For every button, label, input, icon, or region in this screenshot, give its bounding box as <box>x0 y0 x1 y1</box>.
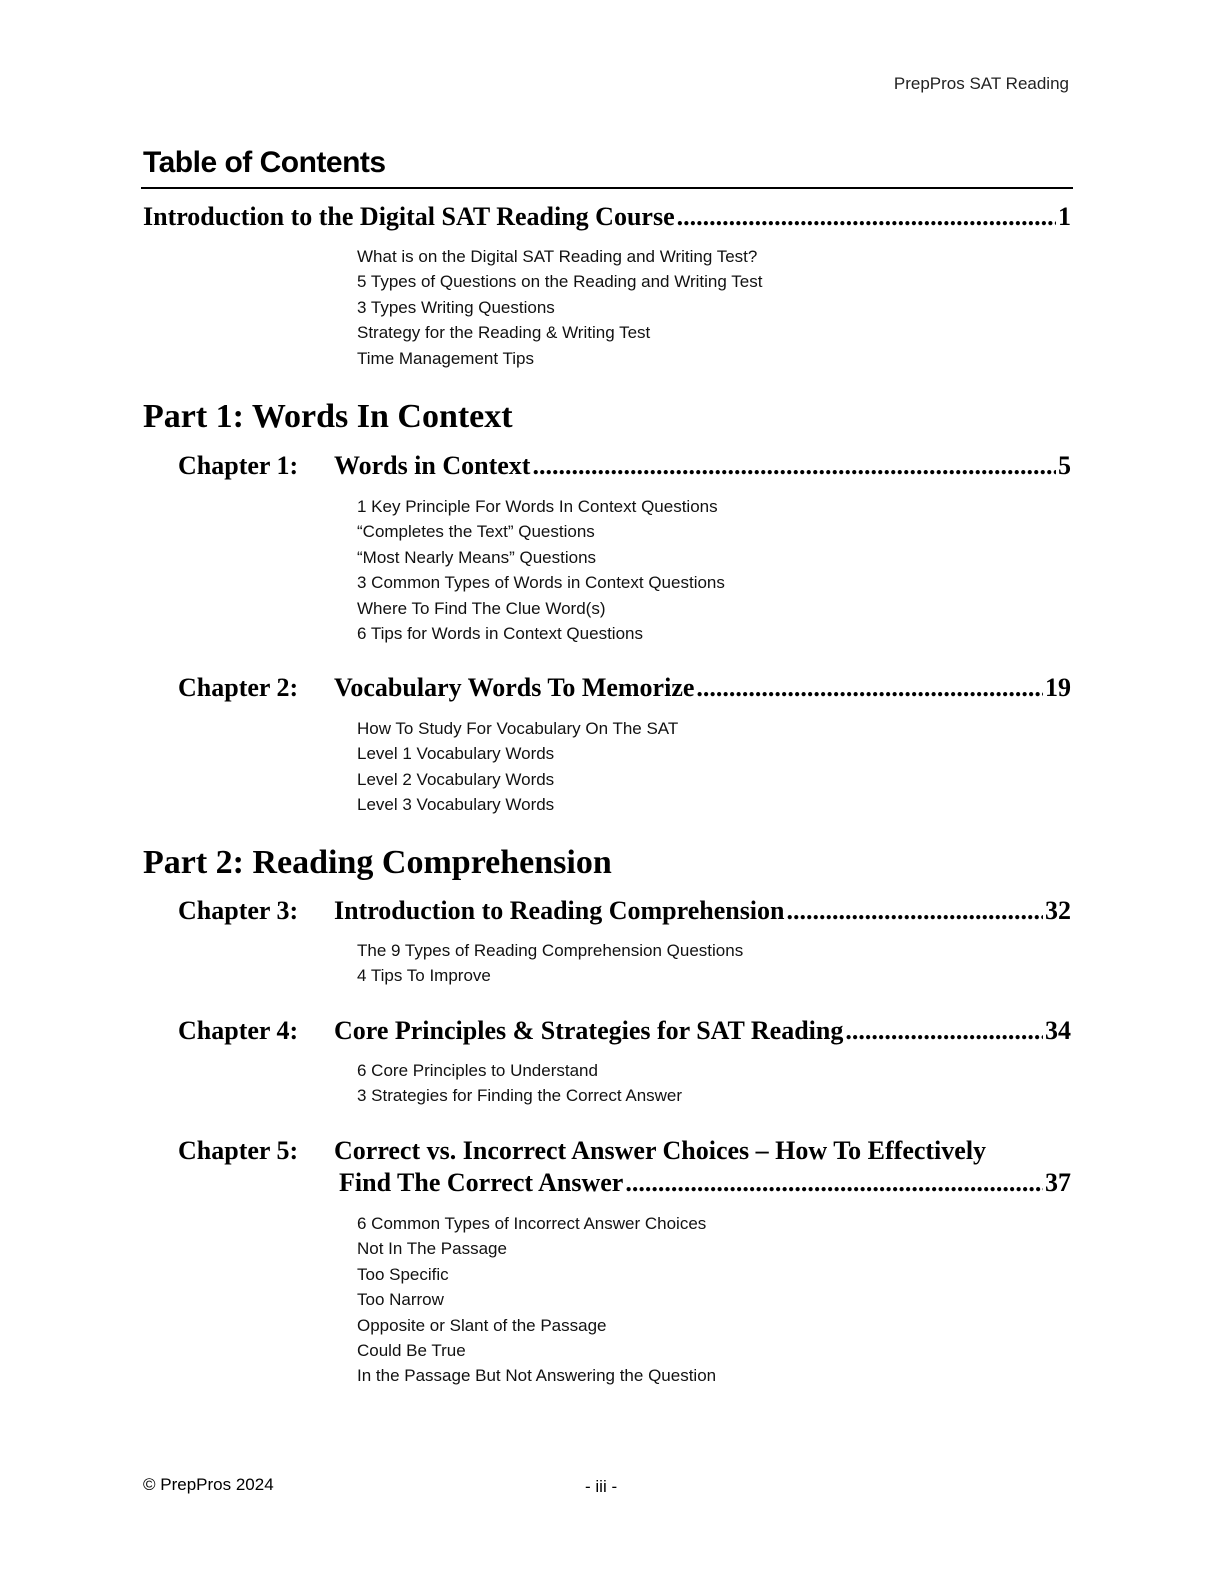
toc-entry-title: Vocabulary Words To Memorize <box>334 673 695 702</box>
toc-title: Table of Contents <box>143 146 386 179</box>
toc-entry-title: Core Principles & Strategies for SAT Reading <box>334 1016 844 1045</box>
title-divider <box>141 187 1073 189</box>
subtopic-item: The 9 Types of Reading Comprehension Questions <box>357 941 744 960</box>
subtopic-item: In the Passage But Not Answering the Question <box>357 1366 717 1386</box>
subtopic-item: 6 Core Principles to Understand <box>357 1061 598 1080</box>
subtopic-item: 6 Common Types of Incorrect Answer Choices <box>357 1214 707 1233</box>
dot-leader <box>532 451 1056 481</box>
toc-entry-chapter-3[interactable] <box>334 896 1071 926</box>
chapter-label: Chapter 4: <box>178 1016 299 1045</box>
toc-entry-page: 34 <box>1045 1016 1071 1045</box>
subtopic-item: Time Management Tips <box>357 348 534 368</box>
subtopic-item: Level 3 Vocabulary Words <box>357 795 555 815</box>
subtopic-item: Could Be True <box>357 1340 466 1360</box>
subtopic-item: Not In The Passage <box>357 1239 507 1259</box>
subtopic-item: Strategy for the Reading & Writing Test <box>357 323 651 343</box>
dot-leader <box>696 673 1043 703</box>
toc-entry-title-continued: Find The Correct Answer <box>339 1168 624 1197</box>
toc-entry-title: Words in Context <box>334 451 531 480</box>
toc-entry-page: 1 <box>1058 202 1071 231</box>
dot-leader <box>845 1016 1043 1046</box>
subtopic-item: Opposite or Slant of the Passage <box>357 1315 607 1335</box>
subtopic-item: 3 Common Types of Words in Context Questions <box>357 573 725 593</box>
subtopic-item: Level 2 Vocabulary Words <box>357 769 555 789</box>
copyright-notice: © PrepPros 2024 <box>143 1475 274 1494</box>
running-header: PrepPros SAT Reading <box>893 74 1069 93</box>
toc-entry-intro[interactable] <box>143 202 1071 232</box>
subtopic-item: Too Narrow <box>357 1290 444 1310</box>
subtopic-item: 1 Key Principle For Words In Context Questions <box>357 497 718 516</box>
intro-subtopics <box>357 244 762 371</box>
subtopic-item: 3 Strategies for Finding the Correct Answer <box>357 1086 683 1106</box>
toc-entry-title: Introduction to the Digital SAT Reading Course <box>143 202 675 231</box>
chapter-4-subtopics <box>357 1058 682 1109</box>
subtopic-item: Level 1 Vocabulary Words <box>357 744 555 764</box>
subtopic-item: “Most Nearly Means” Questions <box>357 547 597 567</box>
chapter-5-subtopics <box>357 1211 716 1389</box>
chapter-label: Chapter 5: <box>178 1136 299 1165</box>
chapter-label: Chapter 2: <box>178 673 299 702</box>
dot-leader <box>677 202 1056 232</box>
part-heading: Part 2: Reading Comprehension <box>143 844 612 881</box>
subtopic-item: Where To Find The Clue Word(s) <box>357 598 606 618</box>
subtopic-item: How To Study For Vocabulary On The SAT <box>357 719 679 738</box>
subtopic-item: 3 Types Writing Questions <box>357 297 555 317</box>
toc-entry-chapter-5-line2[interactable] <box>339 1168 1071 1198</box>
chapter-1-subtopics <box>357 494 725 646</box>
dot-leader <box>787 896 1044 926</box>
toc-entry-page: 5 <box>1058 451 1071 480</box>
toc-entry-page: 19 <box>1045 673 1071 702</box>
chapter-2-subtopics <box>357 716 678 818</box>
page-number: - iii - <box>585 1477 618 1496</box>
toc-entry-title: Correct vs. Incorrect Answer Choices – How To Effectively <box>334 1136 987 1165</box>
toc-entry-page: 37 <box>1045 1168 1071 1197</box>
toc-entry-page: 32 <box>1045 896 1071 925</box>
toc-entry-chapter-4[interactable] <box>334 1016 1071 1046</box>
toc-entry-chapter-2[interactable] <box>334 673 1071 703</box>
toc-entry-chapter-5-line1[interactable] <box>334 1136 1071 1166</box>
subtopic-item: What is on the Digital SAT Reading and Writing Test? <box>357 247 758 266</box>
part-heading: Part 1: Words In Context <box>143 398 513 435</box>
subtopic-item: 5 Types of Questions on the Reading and Writing Test <box>357 272 763 292</box>
dot-leader <box>625 1168 1043 1198</box>
chapter-label: Chapter 1: <box>178 451 299 480</box>
toc-entry-chapter-1[interactable] <box>334 451 1071 481</box>
subtopic-item: 4 Tips To Improve <box>357 966 491 986</box>
chapter-3-subtopics <box>357 938 743 989</box>
subtopic-item: 6 Tips for Words in Context Questions <box>357 623 643 643</box>
subtopic-item: “Completes the Text” Questions <box>357 522 595 542</box>
chapter-label: Chapter 3: <box>178 896 299 925</box>
subtopic-item: Too Specific <box>357 1264 449 1284</box>
toc-entry-title: Introduction to Reading Comprehension <box>334 896 785 925</box>
